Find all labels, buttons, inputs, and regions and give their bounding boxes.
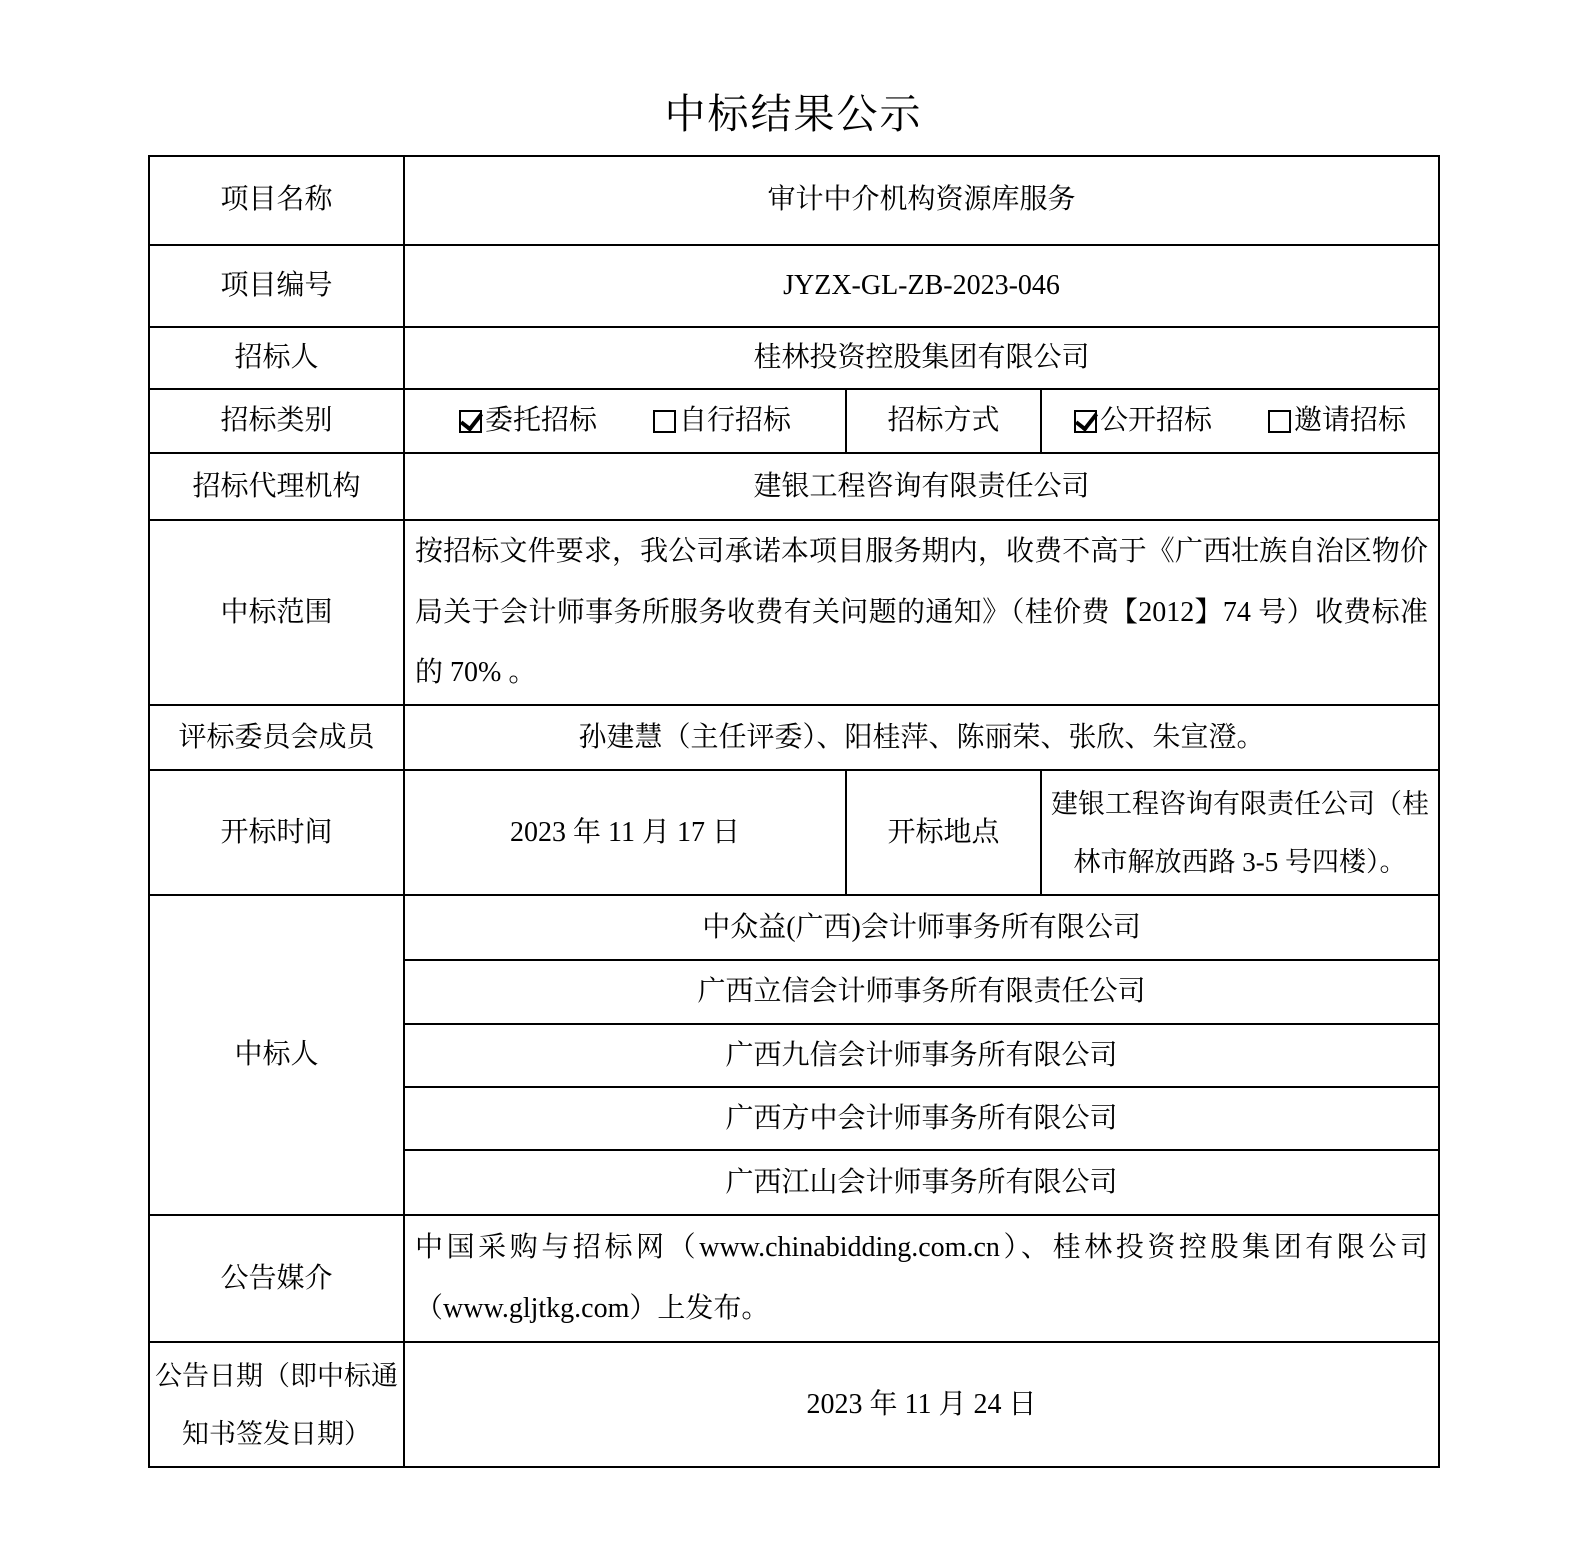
opening-place-label: 开标地点	[846, 770, 1041, 895]
tenderer-label: 招标人	[149, 327, 404, 389]
bid-method-option-group	[1048, 391, 1432, 451]
row-media	[149, 1215, 1439, 1342]
option-open-bidding	[1074, 391, 1212, 451]
option-invited-bidding	[1268, 391, 1406, 451]
committee-value: 孙建慧（主任评委）、阳桂萍、陈丽荣、张欣、朱宣澄。	[404, 705, 1439, 770]
option-self-bidding	[653, 391, 791, 451]
announce-date-value: 2023 年 11 月 24 日	[404, 1342, 1439, 1467]
scope-label: 中标范围	[149, 520, 404, 705]
option-label: 公开招标	[1100, 405, 1213, 436]
checkbox-checked-icon	[1074, 410, 1097, 433]
checkbox-unchecked-icon	[653, 410, 676, 433]
winner-item: 广西九信会计师事务所有限公司	[404, 1024, 1439, 1087]
agency-value: 建银工程咨询有限责任公司	[404, 453, 1439, 520]
row-scope	[149, 520, 1439, 705]
committee-label: 评标委员会成员	[149, 705, 404, 770]
row-project-name	[149, 156, 1439, 245]
winner-item: 广西立信会计师事务所有限责任公司	[404, 960, 1439, 1024]
page-title: 中标结果公示	[664, 91, 923, 137]
row-tenderer	[149, 327, 1439, 389]
row-opening	[149, 770, 1439, 895]
option-label: 邀请招标	[1294, 405, 1407, 436]
project-name-value: 审计中介机构资源库服务	[404, 156, 1439, 245]
winner-item: 广西江山会计师事务所有限公司	[404, 1150, 1439, 1215]
tenderer-value: 桂林投资控股集团有限公司	[404, 327, 1439, 389]
scope-value: 按招标文件要求，我公司承诺本项目服务期内，收费不高于《广西壮族自治区物价局关于会计师事务所服务收费有关问题的通知》（桂价费【2012】74 号）收费标准的 70% 。	[404, 520, 1439, 705]
project-number-label: 项目编号	[149, 245, 404, 327]
media-label: 公告媒介	[149, 1215, 404, 1342]
winner-item: 广西方中会计师事务所有限公司	[404, 1087, 1439, 1150]
agency-label: 招标代理机构	[149, 453, 404, 520]
project-number-value: JYZX-GL-ZB-2023-046	[404, 245, 1439, 327]
option-label: 委托招标	[484, 405, 597, 436]
bid-result-table	[148, 155, 1440, 1468]
option-label: 自行招标	[679, 405, 792, 436]
row-committee	[149, 705, 1439, 770]
row-agency	[149, 453, 1439, 520]
project-name-label: 项目名称	[149, 156, 404, 245]
bid-category-label: 招标类别	[149, 389, 404, 453]
option-delegated-bidding	[459, 391, 597, 451]
winner-item: 中众益(广西)会计师事务所有限公司	[404, 895, 1439, 960]
opening-place-value: 建银工程咨询有限责任公司（桂林市解放西路 3-5 号四楼）。	[1041, 770, 1439, 895]
row-project-number	[149, 245, 1439, 327]
opening-time-value: 2023 年 11 月 17 日	[404, 770, 846, 895]
announce-date-label: 公告日期（即中标通知书签发日期）	[149, 1342, 404, 1467]
row-bid-category	[149, 389, 1439, 453]
bid-category-option-group	[411, 391, 839, 451]
checkbox-unchecked-icon	[1268, 410, 1291, 433]
checkbox-checked-icon	[459, 410, 482, 433]
media-value: 中国采购与招标网（www.chinabidding.com.cn）、桂林投资控股集团有限公司（www.gljtkg.com）上发布。	[404, 1215, 1439, 1342]
bid-category-options	[404, 389, 846, 453]
bid-method-options	[1041, 389, 1439, 453]
bid-method-label: 招标方式	[846, 389, 1041, 453]
row-announce-date	[149, 1342, 1439, 1467]
opening-time-label: 开标时间	[149, 770, 404, 895]
row-winner-1	[149, 895, 1439, 960]
winners-label: 中标人	[149, 895, 404, 1215]
